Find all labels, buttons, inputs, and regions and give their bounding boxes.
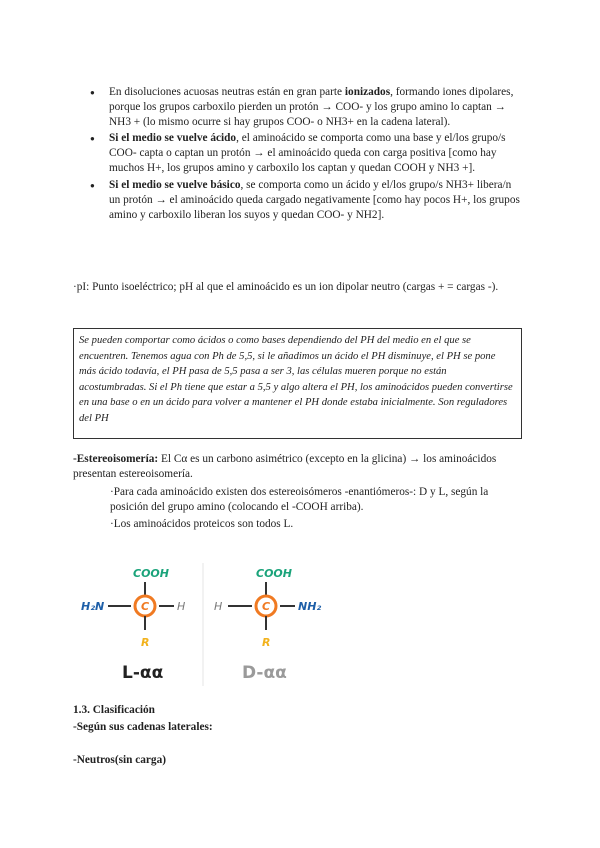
bold-term: Si el medio se vuelve básico — [109, 178, 241, 191]
l-hydrogen-label: H — [177, 600, 186, 613]
bold-term: ionizados — [344, 86, 391, 98]
d-caption: D-αα — [242, 663, 287, 683]
enantiomer-diagram — [78, 558, 333, 688]
d-carbon-label: C — [261, 600, 271, 613]
d-cooh-label: COOH — [256, 567, 292, 580]
enantiomers-paragraph: ·Para cada aminoácido existen dos estereoisómeros -enantiómeros-: D y L, según la posición del grupo amino (colocando el -COOH arriba). — [110, 486, 489, 514]
proteic-l-paragraph: ·Los aminoácidos proteicos son todos L. — [110, 518, 294, 530]
l-isomer — [81, 567, 185, 683]
l-amine-label: H₂N — [81, 600, 105, 613]
l-cooh-label: COOH — [133, 567, 169, 580]
d-isomer — [214, 567, 321, 683]
neutral-heading: -Neutros(sin carga) — [73, 754, 166, 766]
d-hydrogen-label: H — [214, 600, 223, 613]
bullet-acid-medium: ● Si el medio se vuelve ácido, el aminoácido se comporta como una base y el/los grupo/s COO- capta o captan un protón → el aminoácido queda con carga positiva [como hay muchos H+, los grupos amino y carboxilo los captan y quedan COOH y NH3 +]. — [109, 131, 520, 176]
stereoisomerism-paragraph: -Estereoisomería: El Cα es un carbono asimétrico (excepto en la glicina) → los aminoácidos presentan estereoisomería. — [73, 453, 497, 481]
bullet-basic-medium: ● Si el medio se vuelve básico, se comporta como un ácido y el/los grupo/s NH3+ libera/n un protón → el aminoácido queda cargado negativamente [como hay pocos H+, los grupos amino y carboxilo liberan los suyos y quedan COO- y NH2]. — [109, 178, 520, 223]
l-carbon-label: C — [140, 600, 150, 613]
bullet-neutral-solution: ● En disoluciones acuosas neutras están en gran parte ionizados, formando iones dipolares, porque los grupos carboxilo pierden un protón → COO- y los grupo amino lo captan → NH3 + (lo mismo ocurre si hay grupos COO- o NH3+ en la cadena lateral). — [109, 85, 520, 130]
section-heading: 1.3. Clasificación — [73, 704, 155, 716]
side-chains-heading: -Según sus cadenas laterales: — [73, 721, 213, 733]
l-r-group-label: R — [141, 636, 150, 649]
d-r-group-label: R — [262, 636, 271, 649]
isoelectric-point-paragraph: ·pI: Punto isoeléctrico; pH al que el aminoácido es un ion dipolar neutro (cargas + = cargas -). — [73, 281, 499, 293]
bold-term: Si el medio se vuelve ácido — [109, 132, 237, 145]
ionization-bullet-list — [90, 85, 520, 224]
stereo-label: -Estereoisomería: — [73, 453, 159, 465]
d-amine-label: NH₂ — [298, 600, 322, 613]
buffer-note-box: Se pueden comportar como ácidos o como bases dependiendo del PH del medio en el que se encuentren. Tenemos agua con Ph de 5,5, si le añadimos un ácido el PH disminuye, el PH se pone más ácido todavía, el PH pasa de 5,5 pasa a ser 3, las células mueren porque no están acostumbradas. Si el Ph tiene que estar a 5,5 y algo altera el PH, los aminoácidos pueden convertirse en una base o en un ácido para volver a mantener el PH donde estaba inicialmente. Son reguladores del PH — [73, 328, 522, 439]
l-caption: L-αα — [122, 663, 164, 683]
